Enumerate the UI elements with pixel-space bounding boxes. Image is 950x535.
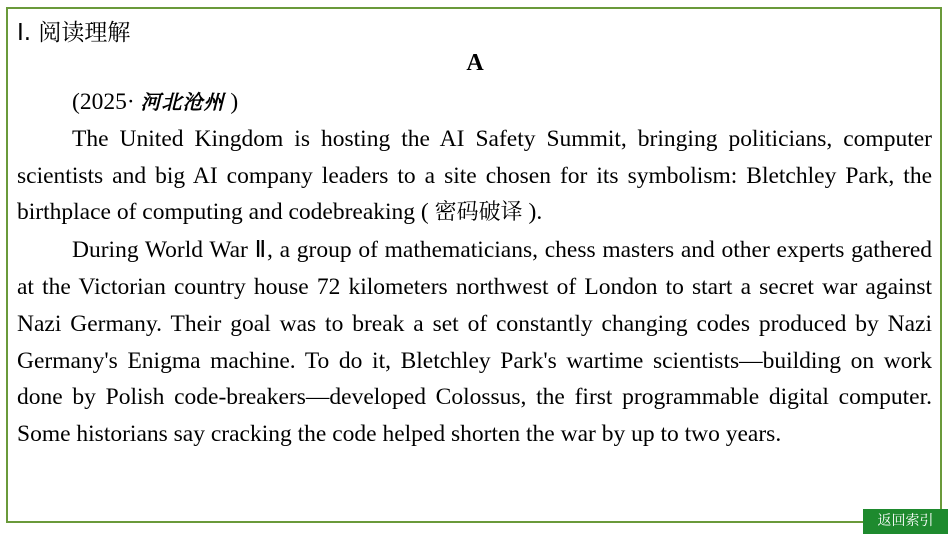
paragraph-1 xyxy=(17,121,932,232)
paragraph-1-text: The United Kingdom is hosting the AI Safety Summit, bringing politicians, computer scientists and big AI company leaders to a site chosen for its symbolism: Bletchley Park, the birthplace of computing and codebreaking ( xyxy=(17,125,932,226)
passage-label: A xyxy=(466,50,484,76)
source-prefix: (2025· xyxy=(72,89,135,115)
paragraph-2: During World War Ⅱ, a group of mathematicians, chess masters and other experts gathered at the Victorian country house 72 kilometers northwest of London to start a secret war against Nazi Germany. Their goal was to break a set of constantly changing codes produced by Nazi Germany's Enigma machine. To do it, Bletchley Park's wartime scientists—building on work done by Polish code-breakers—developed Colossus, the first programmable digital computer. Some historians say cracking the code helped shorten the war by up to two years. xyxy=(17,237,932,448)
source-place: 河北沧州 xyxy=(140,90,225,114)
source-suffix: ) xyxy=(230,89,239,115)
source-line xyxy=(17,84,932,121)
passage-body xyxy=(17,84,932,453)
section-title: I. 阅读理解 xyxy=(17,20,131,46)
paragraph-1-gloss: 密码破译 xyxy=(434,200,523,226)
back-to-index-button[interactable]: 返回索引 xyxy=(863,509,948,534)
paragraph-1-end: ). xyxy=(528,199,543,226)
